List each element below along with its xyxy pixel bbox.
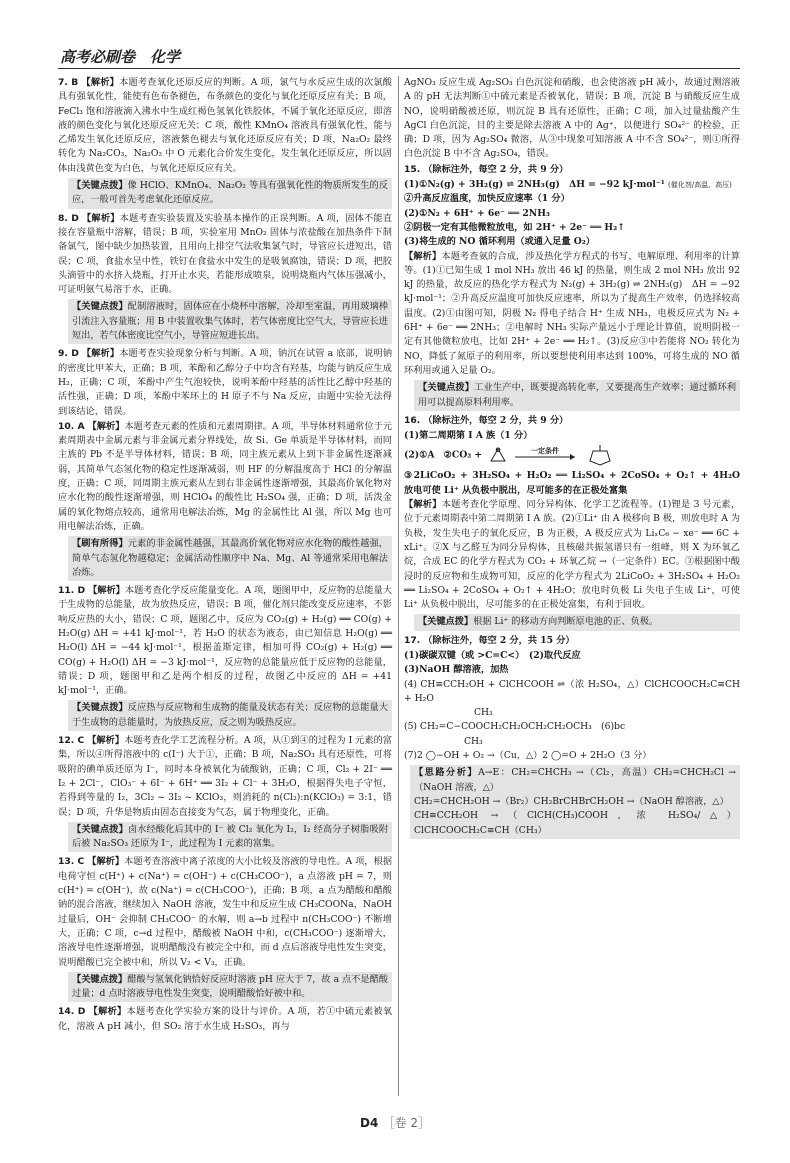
answer-17 [404,634,740,648]
key-point-text: 像 HClO、KMnO₄、Na₂O₂ 等具有强氧化性的物质所发生的反应，一般可首先考虑氧化还原反应。 [72,180,389,206]
answer-13 [58,855,392,969]
analysis-text: 本题考查溶液中离子浓度的大小比较及溶液的导电性。A 项，根据电荷守恒 c(H⁺) + c(Na⁺) = c(OH⁻) + c(CH₃COO⁻)，a 点溶液 pH = 7，则 c(H⁺) = c(OH⁻)，故 c(Na⁺) = c(CH₃COO⁻)，正确；B 项，a 点为醋酸和醋酸钠的混合溶液，继续加入 NaOH 溶液，发生中和反应生成 CH₃COONa，NaOH 过量后，OH⁻ 会抑制 CH₃COO⁻ 的水解，则 a→b 过程中 n(CH₃COO⁻) 不断增大，正确；C 项，c→d 过程中，醋酸被 NaOH 中和，c(CH₃COO⁻) 逐渐增大，溶液导电性逐渐增强，说明醋酸没有被完全中和，而 d 点后溶液导电性发生突变，说明醋酸已完全被中和，所以 V₂ < V₃，正确。 [58,856,393,968]
answer-14 [58,1005,392,1034]
ec-ring-icon [590,451,610,465]
condition-bottom: 高温、高压 [694,181,730,190]
route-step-2: CH₂=CHCH₂OH →（Br₂）CH₂BrCHBrCH₂OH →（NaOH 醇溶液，△） [414,795,729,807]
key-point-text: 工业生产中，既要提高转化率，又要提高生产效率；通过循环利用可以提高原料利用率。 [418,382,737,408]
key-point-box [68,700,392,731]
ec-synthesis-diagram [485,443,635,467]
analysis-tag: 【解析】 [81,77,120,88]
header-rule [58,68,740,69]
key-point-box [68,536,392,581]
answer-9 [58,347,392,418]
answer-number: 17. [404,634,421,646]
analysis-tag: 【解析】 [404,499,442,511]
answer-17-part3: (3)NaOH 醇溶液，加热 [404,664,509,676]
answer-17-part5 [404,720,740,749]
answer-number: 12. C [58,735,85,747]
answer-17-part4 [404,678,740,721]
answer-15-part1 [404,178,740,192]
answer-number: 13. C [58,856,85,868]
key-point-text: 反应热与反应物和生成物的能量及状态有关；反应物的总能量大于生成物的总能量时，为放热反应，反之则为吸热反应。 [72,702,389,728]
column-divider [398,76,399,1096]
route-step-3: CH≡CCH₂OH →（ClCH(CH₃)COOH，浓 H₂SO₄/△）ClCHCOOCH₂C≡CH（CH₃） [414,810,736,836]
analysis-tag: 【解析】 [87,420,125,432]
answer-number: 14. D [58,1006,86,1018]
key-point-tag: 【关键点拨】 [72,301,128,313]
analysis-tag: 【解析】 [81,348,120,360]
answer-16-part3: ③2LiCoO₂ + 3H₂SO₄ + H₂O₂ ══ Li₂SO₄ + 2CoSO₄ + O₂↑ + 4H₂O 放电可使 Li⁺ 从负极中脱出，尽可能多的在正极处富集 [404,470,750,496]
key-point-text: 元素的非金属性越强，其最高价氧化物对应水化物的酸性越强，简单气态氢化物越稳定；金属活动性顺序中 Na、Mg、Al 等通常采用电解法冶炼。 [72,538,389,578]
analysis-text: 本题考查化学原理、同分异构体、化学工艺流程等。(1)锂是 3 号元素，位于元素周期表中第二周期第 I A 族。(2)①Li⁺ 由 A 极移向 B 极，则放电时 A 为负极，发生失电子的氧化反应，B 为正极，A 极反应式为 LiₓC₆ − xe⁻ ══ 6C + xLi⁺。②X 与乙醛互为同分异构体，且核磁共振氢谱只有一组峰，则 X 为环氧乙烷，合成 EC 的化学方程式为 CO₂ + 环氧乙烷 →（一定条件）EC。③根据图中酸浸时的反应物和生成物可知，反应的化学方程式为 2LiCoO₂ + 3H₂SO₄ + H₂O₂ ══ Li₂SO₄ + 2CoSO₄ + O₂↑ + 4H₂O；放电时负极 Li 失电子生成 Li⁺，可使 Li⁺ 从负极中脱出，尽可能多的在正极处富集，有利于回收。 [404,499,741,611]
key-point-tag: 【关键点拨】 [72,823,128,835]
answer-15-part3: (2)①N₂ + 6H⁺ + 6e⁻ ══ 2NH₃ [404,207,550,219]
key-point-box [68,822,392,853]
key-point-text: 配制溶液时，固体应在小烧杯中溶解，冷却至室温，再用玻璃棒引流注入容量瓶；用 B 中装置收集气体时，若气体密度比空气大，导管应长进短出，若气体密度比空气小，导管应短进长出。 [72,301,389,342]
answer-16-part1: (1)第二周期第 I A 族（1 分） [404,430,533,442]
key-point-text: 根据 Li⁺ 的移动方向判断原电池的正、负极。 [473,616,659,628]
answer-15 [404,163,740,177]
analysis-text: 本题考查氧化还原反应的判断。A 项，氯气与水反应生成的次氯酸具有强氧化性，能使有色布条褪色，布条颜色的变化与氧化还原反应有关；B 项，FeCl₃ 饱和溶液滴入沸水中生成红褐色氢氧化铁胶体，不属于氧化还原反应，即溶液的颜色变化与氧化还原反应无关；C 项，酸性 KMnO₄ 溶液具有强氧化性，能与乙烯发生氧化还原反应，溶液紫色褪去与氧化还原反应有关；D 项，Na₂O₂ 最终转化为 Na₂CO₃，Na₂O₂ 中 O 元素化合价发生变化，发生氧化还原反应，所以固体由浅黄色变为白色，与氧化还原反应有关。 [58,77,393,174]
key-point-text: 卤水经酸化后其中的 I⁻ 被 Cl₂ 氧化为 I₂，I₂ 经高分子树脂吸附后被 Na₂SO₃ 还原为 I⁻，此过程为 I 元素的富集。 [72,823,389,850]
answer-8 [58,212,392,298]
answer-number: 11. D [58,585,86,597]
key-point-tag: 【关键点拨】 [72,973,128,985]
answer-14-continued: AgNO₃ 反应生成 Ag₂SO₃ 白色沉淀和硝酸，也会使溶液 pH 减小，故通过测溶液 A 的 pH 无法判断①中硫元素是否被氧化，错误；B 项，沉淀 B 与硝酸反应生成 NO，说明硝酸被还原，则沉淀 B 具有还原性，正确；C 项，加入过量盐酸产生 AgCl 白色沉淀，目的主要是除去溶液 A 中的 Ag⁺，以便进行 SO₄²⁻ 的检验，正确；D 项，因为 Ag₂SO₄ 微溶，从③中现象可知溶液 A 中不含 SO₄²⁻，则①所得白色沉淀 B 中不含 Ag₂SO₄，错误。 [404,77,740,160]
analysis-tag: 【解析】 [87,856,125,868]
key-point-text: 醋酸与氢氧化钠恰好反应时溶液 pH 应大于 7，故 a 点不是醋酸过量；d 点时溶液导电性发生突变，说明醋酸恰好被中和。 [72,973,388,1000]
left-column [58,76,392,1035]
analysis-text: 本题考查元素的性质和元素周期律。A 项，半导体材料通常位于元素周期表中金属元素与非金属元素分界线处，故 Si、Ge 单质是半导体材料，而同主族的 Pb 不是半导体材料，错误；B 项，同主族元素从上到下非金属性逐渐减弱，其简单气态氢化物的稳定性逐渐减弱，则 HF 的分解温度高于 HCl 的分解温度，正确；C 项，同周期主族元素从左到右非金属性逐渐增强，其最高价氧化物对应水化物的酸性逐渐增强，则 HClO₄ 的酸性比 H₂SO₄ 强，正确；D 项，活泼金属的氧化物熔点较高，通常用电解法冶炼，Mg 的金属性比 Al 强，所以 Mg 也可用电解法冶炼，正确。 [58,420,393,532]
answer-number: 7. B [58,77,79,88]
answer-15-analysis [404,250,740,379]
answer-number: 9. D [58,348,79,360]
analysis-text: 本题考查化学实验方案的设计与评价。A 项，若①中硫元素被氧化，溶液 A pH 减小，但 SO₂ 溶于水生成 H₂SO₃，再与 [58,1006,393,1032]
methyl-branch: CH₃ [474,707,493,719]
analysis-text: 本题考查实验装置及实验基本操作的正误判断。A 项，固体不能直接在容量瓶中溶解，错误；B 项，实验室用 MnO₂ 固体与浓盐酸在加热条件下制备氯气，图中缺少加热装置，且用向上排空气法收集氯气时，导管应长进短出，错误；C 项，食盐水呈中性，铁钉在食盐水中发生的是吸氧腐蚀，错误；D 项，把胶头滴管中的水挤入烧瓶，打开止水夹，若能形成喷泉，说明烧瓶内气体压强减小，可证明氨气易溶于水，正确。 [58,212,393,296]
right-column [404,76,750,842]
score-note: （除标注外，每空 2 分，共 9 分） [423,163,569,175]
analysis-text: 本题考查实验现象分析与判断。A 项，钠沉在试管 a 底部，说明钠的密度比甲苯大，正确；B 项，苯酚和乙醇分子中均含有羟基，均能与钠反应生成 H₂，正确；C 项，苯酚中产生气泡较快，说明苯酚中羟基的活性比乙醇中羟基的活性强，正确；D 项，苯酚中苯环上的 H 原子不与 Na 反应，由题中实验无法得到该结论，错误。 [58,348,393,417]
page-header-title: 高考必刷卷 化学 [60,48,181,66]
answer-number: 16. [404,414,421,426]
score-note: （除标注外，每空 2 分，共 9 分） [423,414,569,426]
analysis-text: 本题考查化学反应能量变化。A 项，题图甲中，反应物的总能量大于生成物的总能量，故为放热反应，错误；B 项，催化剂只能改变反应速率，不影响反应热的大小，错误；C 项，题图乙中，反应为 CO₂(g) + H₂(g) ══ CO(g) + H₂O(g) ΔH = +41 kJ·mol⁻¹，若 H₂O 的状态为液态，由已知信息 H₂O(g) ══ H₂O(l) ΔH = −44 kJ·mol⁻¹，根据盖斯定律，相加可得 CO₂(g) + H₂(g) ══ CO(g) + H₂O(l) ΔH = −3 kJ·mol⁻¹，反应物的总能量应低于反应物的总能量，错误；D 项，题图甲和乙是两个相反的过程，故图乙中反应的 ΔH = +41 kJ·mol⁻¹，正确。 [58,585,393,697]
analysis-tag: 【解析】 [88,585,125,597]
thinking-analysis-box [410,765,740,838]
arrow-head [570,454,575,460]
thinking-tag: 【思路分析】 [414,767,479,779]
page-number: D4 [360,1116,379,1130]
answer-17-part7: (7)2 ◯−OH + O₂ →（Cu，△）2 ◯=O + 2H₂O（3 分） [404,750,652,762]
condition-label: (催化剂/高温、高压) [667,181,732,190]
answer-15-part5: (3)将生成的 NO 循环利用（或通入足量 O₂） [404,236,595,248]
arrow-condition: 一定条件 [531,447,560,456]
equation-text: (5) CH₂=C−COOCH₂CH₂OCH₂CH₂OCH₃ (6)bc [404,721,626,733]
key-point-box [68,299,392,344]
equation-text: (4) CH≡CCH₂OH + ClCHCOOH ⇌（浓 H₂SO₄，△）ClCHCOOCH₂C≡CH + H₂O [404,678,740,704]
methyl-branch: CH₃ [464,735,483,747]
key-point-tag: 【刷有所得】 [72,538,128,550]
answer-16-part2 [404,443,740,469]
answer-15-part4: ②阴极一定有其他微粒放电，如 2H⁺ + 2e⁻ ══ H₂↑ [404,221,625,233]
analysis-tag: 【解析】 [87,735,125,747]
analysis-tag: 【解析】 [404,250,442,262]
answer-10 [58,420,392,534]
answer-number: 8. D [58,212,79,224]
key-point-tag: 【关键点拨】 [418,616,474,628]
answer-15-part2: ②升高反应温度，加快反应速率（1 分） [404,193,570,205]
volume-label: ［卷 2］ [382,1116,430,1130]
key-point-tag: 【关键点拨】 [72,702,128,714]
equation-text: (2)①A ②CO₂ + [404,449,483,461]
key-point-box [68,972,392,1003]
page-footer [0,1114,790,1131]
key-point-tag: 【关键点拨】 [418,382,475,394]
route-step-1: A→E：CH₂=CHCH₃ →（Cl₂，高温）CH₂=CHCH₂Cl →（NaOH 溶液，△） [414,767,737,793]
equation-text: (1)①N₂(g) + 3H₂(g) ⇌ 2NH₃(g) ΔH = −92 kJ·mol⁻¹ [404,179,665,191]
answer-16 [404,414,740,428]
key-point-box [68,178,392,209]
key-point-box [414,380,740,411]
analysis-tag: 【解析】 [88,1006,127,1018]
analysis-tag: 【解析】 [82,212,120,224]
analysis-text: 本题考查氨的合成，涉及热化学方程式的书写、电解原理、利用率的计算等。(1)①已知生成 1 mol NH₃ 放出 46 kJ 的热量，则生成 2 mol NH₃ 放出 92 kJ 的热量，故反应的热化学方程式为 N₂(g) + 3H₂(g) ⇌ 2NH₃(g) ΔH = −92 kJ·mol⁻¹；②升高反应温度可加快反应速率，所以为了提高生产效率，仍选择较高温度。(2)①由图可知，阴极 N₂ 得电子结合 H⁺ 生成 NH₃，电极反应式为 N₂ + 6H⁺ + 6e⁻ ══ 2NH₃；②电解时 NH₃ 实际产量远小于理论计算值，说明阴极一定有其他微粒放电，比如 2H⁺ + 2e⁻ ══ H₂↑。(3)反应③中若能将 NO₂ 转化为 NO，降低了氮原子的利用率，所以要想使利用率达到 100%，可将生成的 NO 循环利用或通入足量 O₂。 [404,250,741,376]
answer-17-part1: (1)碳碳双键（或 >C=C<） (2)取代反应 [404,649,581,661]
key-point-tag: 【关键点拨】 [72,180,128,192]
answer-12 [58,734,392,820]
answer-7 [58,76,392,176]
key-point-box [414,614,740,630]
epoxide-o-label: O [495,447,501,455]
answer-number: 10. A [58,420,85,432]
answer-number: 15. [404,163,421,175]
score-note: （除标注外，每空 2 分，共 15 分） [423,634,575,646]
analysis-text: 本题考查化学工艺流程分析。A 项，从①到④的过程为 I 元素的富集，所以④所得溶液中的 c(I⁻) 大于①，正确；B 项，Na₂SO₃ 具有还原性，可将吸附的碘单质还原为 I⁻，同时本身被氧化为硫酸钠，正确；C 项，Cl₂ + 2I⁻ ══ I₂ + 2Cl⁻，ClO₃⁻ + 6I⁻ + 6H⁺ ══ 3I₂ + Cl⁻ + 3H₂O，根据得失电子守恒，若得到等量的 I₂，3Cl₂ ~ 3I₂ ~ KClO₃，则消耗的 n(Cl₂):n(KClO₃) = 3:1，错误；D 项，升华是物质由固态直接变为气态，属于物理变化，正确。 [58,735,393,818]
condition-top: 催化剂 [670,181,692,190]
answer-16-analysis [404,498,740,612]
answer-11 [58,584,392,698]
